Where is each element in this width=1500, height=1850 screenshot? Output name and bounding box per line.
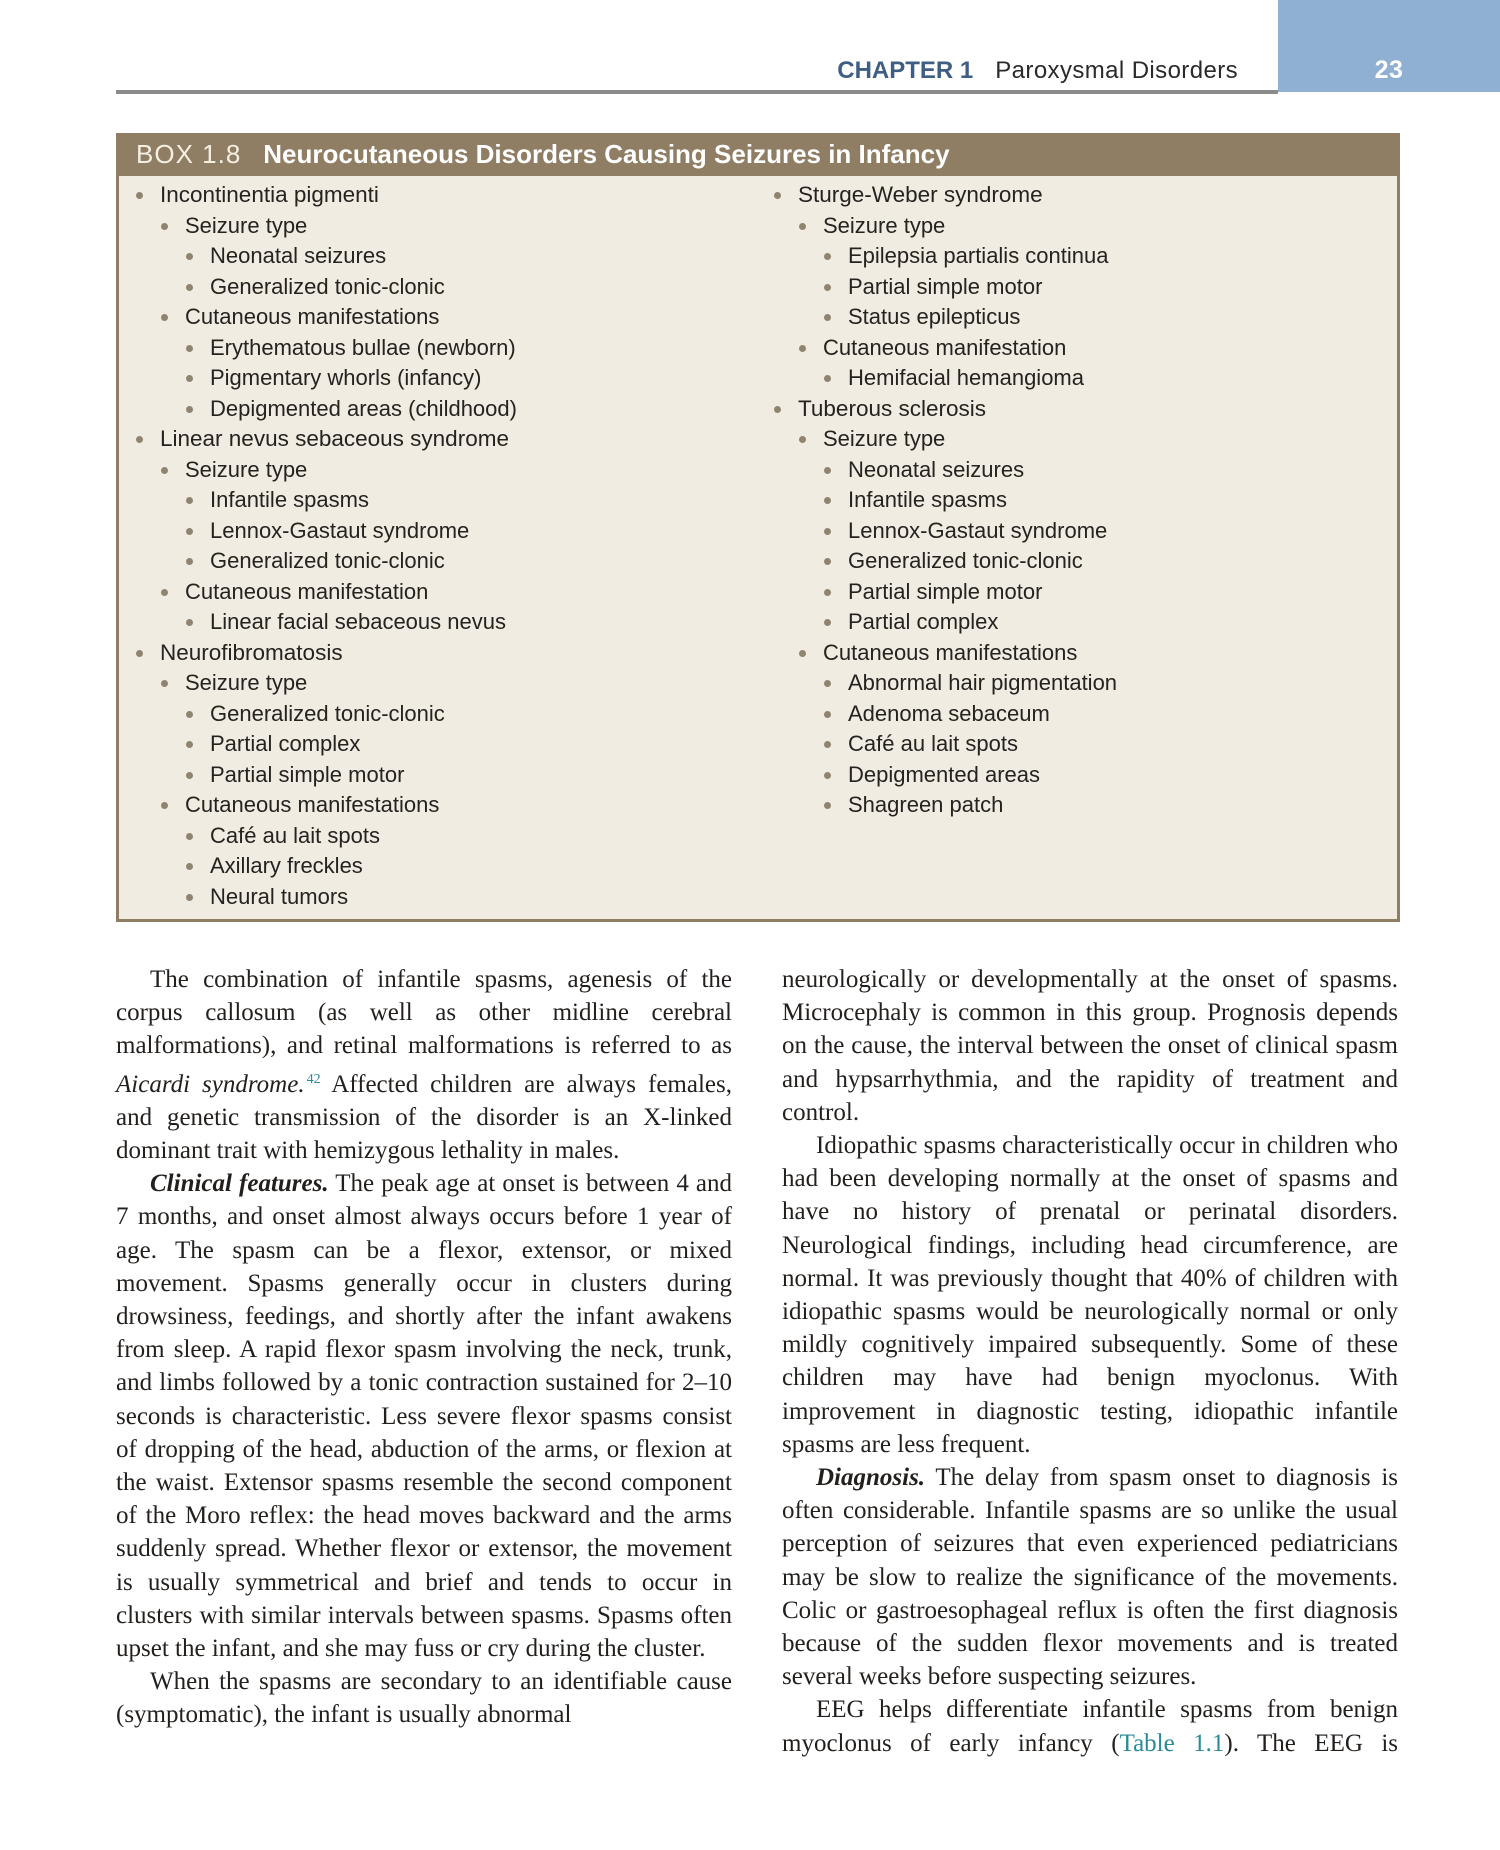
- text-run: EEG helps differentiate infantile spasms from benign myoclonus of early infancy (: [782, 1696, 1398, 1757]
- list-item: [130, 729, 750, 760]
- bullet-icon: [824, 558, 831, 565]
- bullet-icon: [136, 192, 143, 199]
- list-item: [768, 485, 1388, 516]
- list-item-text: Seizure type: [823, 212, 946, 238]
- bullet-icon: [824, 802, 831, 809]
- bullet-icon: [799, 436, 806, 443]
- list-item-text: Generalized tonic-clonic: [848, 548, 1083, 573]
- bullet-icon: [186, 894, 193, 901]
- bullet-icon: [824, 314, 831, 321]
- list-item: [130, 699, 750, 730]
- list-item-text: Cutaneous manifestations: [185, 304, 440, 329]
- text-run: Affected children are always females, and genetic transmission of the disorder is an X-linked dominant trait with hemizygous lethality in males.: [116, 1070, 732, 1165]
- bullet-icon: [186, 253, 193, 260]
- box-title: Neurocutaneous Disorders Causing Seizures in Infancy: [263, 139, 950, 169]
- bullet-icon: [186, 772, 193, 779]
- list-item: [768, 455, 1388, 486]
- list-item: [130, 882, 750, 913]
- bullet-icon: [161, 802, 168, 809]
- list-item-text: Partial complex: [210, 731, 361, 756]
- bullet-icon: [186, 863, 193, 870]
- list-item: [768, 363, 1388, 394]
- bullet-icon: [824, 284, 831, 291]
- body-column-left: [116, 963, 732, 1732]
- paragraph: [782, 963, 1398, 1129]
- bullet-icon: [161, 680, 168, 687]
- list-item: [768, 180, 1388, 211]
- list-item: [130, 180, 750, 211]
- text-run: The peak age at onset is between 4 and 7 months, and onset almost always occurs before 1 year of age. The spasm can be a flexor, extensor, or mixed movement. Spasms generally occur in clusters during drowsiness, feedings, and shortly after the infant awakens from sleep. A rapid flexor spasm involving the neck, trunk, and limbs followed by a tonic contraction sustained for 2–10 seconds is characteristic. Less severe flexor spasms consist of dropping of the head, abduction of the arms, or flexion at the waist. Extensor spasms resemble the second component of the Moro reflex: the head moves backward and the arms suddenly spread. Whether flexor or extensor, the movement is usually symmetrical and brief and tends to occur in clusters with similar intervals between spasms. Spasms often upset the infant, and she may fuss or cry during the cluster.: [116, 1170, 732, 1663]
- bullet-icon: [799, 223, 806, 230]
- bullet-icon: [824, 375, 831, 382]
- list-item: [130, 760, 750, 791]
- list-item: [768, 638, 1388, 669]
- list-item: [130, 394, 750, 425]
- bullet-icon: [824, 467, 831, 474]
- runin-heading: Clinical features.: [150, 1170, 329, 1198]
- bullet-icon: [824, 619, 831, 626]
- bullet-icon: [186, 558, 193, 565]
- bullet-icon: [186, 497, 193, 504]
- runin-heading: Diagnosis.: [816, 1464, 926, 1492]
- box-header: [116, 133, 1400, 176]
- list-item-text: Infantile spasms: [848, 487, 1007, 512]
- term-aicardi-syndrome: Aicardi syndrome.: [116, 1070, 305, 1098]
- list-item: [768, 394, 1388, 425]
- text-run: When the spasms are secondary to an identifiable cause (symptomatic), the infant is usually abnormal: [116, 1668, 732, 1729]
- list-item-text: Cutaneous manifestation: [823, 334, 1067, 360]
- list-item-text: Seizure type: [185, 670, 308, 695]
- list-item: [130, 455, 750, 486]
- list-item-text: Café au lait spots: [210, 822, 380, 848]
- list-item-text: Seizure type: [185, 456, 308, 482]
- list-item: [768, 699, 1388, 730]
- list-item-text: Seizure type: [185, 212, 308, 238]
- bullet-icon: [161, 467, 168, 474]
- list-item-text: Cutaneous manifestation: [185, 578, 429, 604]
- paragraph: [116, 963, 732, 1167]
- list-item: [768, 760, 1388, 791]
- bullet-icon: [824, 711, 831, 718]
- bullet-icon: [799, 345, 806, 352]
- box-left-column: [130, 180, 750, 912]
- bullet-icon: [136, 436, 143, 443]
- bullet-icon: [799, 650, 806, 657]
- page-number: 23: [1374, 56, 1404, 84]
- list-item-text: Shagreen patch: [848, 792, 1004, 817]
- list-item-text: Incontinentia pigmenti: [160, 182, 379, 207]
- table-reference-link[interactable]: Table 1.1: [1119, 1729, 1225, 1757]
- list-item-text: Neonatal seizures: [848, 456, 1025, 482]
- list-item-text: Neurofibromatosis: [160, 639, 343, 665]
- bullet-icon: [824, 497, 831, 504]
- list-item-text: Tuberous sclerosis: [798, 395, 986, 421]
- list-item-text: Partial simple motor: [210, 761, 405, 787]
- list-item-text: Partial simple motor: [848, 273, 1043, 299]
- list-item: [130, 333, 750, 364]
- list-item: [768, 516, 1388, 547]
- bullet-icon: [186, 406, 193, 413]
- list-item-text: Seizure type: [823, 426, 946, 451]
- bullet-icon: [186, 741, 193, 748]
- bullet-icon: [824, 589, 831, 596]
- list-item-text: Neural tumors: [210, 883, 349, 909]
- list-item-text: Axillary freckles: [210, 853, 363, 878]
- list-item: [130, 211, 750, 242]
- bullet-icon: [824, 253, 831, 260]
- list-item: [768, 424, 1388, 455]
- list-item: [768, 577, 1388, 608]
- list-item: [130, 790, 750, 821]
- chapter-title: Paroxysmal Disorders: [995, 57, 1238, 84]
- header-rule: [116, 90, 1278, 94]
- list-item: [130, 363, 750, 394]
- list-item: [130, 516, 750, 547]
- list-item-text: Hemifacial hemangioma: [848, 365, 1084, 390]
- list-item: [130, 424, 750, 455]
- box-right-column: [768, 180, 1388, 821]
- list-item: [130, 607, 750, 638]
- list-item: [768, 790, 1388, 821]
- list-item-text: Partial complex: [848, 609, 999, 634]
- paragraph: [782, 1693, 1398, 1759]
- list-item: [130, 485, 750, 516]
- list-item: [768, 333, 1388, 364]
- chapter-label: CHAPTER 1: [837, 57, 974, 84]
- list-item-text: Pigmentary whorls (infancy): [210, 365, 482, 390]
- list-item-text: Status epilepticus: [848, 304, 1021, 329]
- list-item-text: Cutaneous manifestations: [823, 639, 1078, 665]
- list-item-text: Adenoma sebaceum: [848, 700, 1050, 726]
- list-item: [768, 272, 1388, 303]
- bullet-icon: [186, 619, 193, 626]
- bullet-icon: [161, 314, 168, 321]
- bullet-icon: [774, 406, 781, 413]
- list-item-text: Lennox-Gastaut syndrome: [210, 517, 470, 543]
- list-item-text: Generalized tonic-clonic: [210, 548, 445, 573]
- list-item: [130, 668, 750, 699]
- body-column-right: [782, 963, 1398, 1760]
- list-item: [130, 638, 750, 669]
- list-item: [768, 668, 1388, 699]
- bullet-icon: [186, 833, 193, 840]
- list-item-text: Abnormal hair pigmentation: [848, 670, 1118, 695]
- paragraph: [782, 1129, 1398, 1461]
- list-item-text: Erythematous bullae (newborn): [210, 334, 516, 360]
- list-item-text: Sturge-Weber syndrome: [798, 182, 1043, 207]
- running-head: [837, 57, 1238, 85]
- bullet-icon: [186, 711, 193, 718]
- text-run: Idiopathic spasms characteristically occur in children who had been developing normally at the onset of spasms and have no history of prenatal or perinatal disorders. Neurological findings, including head circumference, are normal. It was previously thought that 40% of children with idiopathic spasms would be neurologically normal or only mildly cognitively impaired subsequently. Some of these children may have had benign myoclonus. With improvement in diagnostic testing, idiopathic infantile spasms are less frequent.: [782, 1132, 1398, 1458]
- bullet-icon: [824, 772, 831, 779]
- list-item: [130, 851, 750, 882]
- list-item: [768, 211, 1388, 242]
- list-item-text: Infantile spasms: [210, 487, 369, 512]
- list-item: [768, 241, 1388, 272]
- bullet-icon: [186, 284, 193, 291]
- list-item-text: Lennox-Gastaut syndrome: [848, 517, 1108, 543]
- bullet-icon: [161, 223, 168, 230]
- bullet-icon: [824, 680, 831, 687]
- list-item-text: Generalized tonic-clonic: [210, 273, 445, 299]
- text-run: ). The EEG is: [1224, 1729, 1399, 1757]
- list-item: [130, 302, 750, 333]
- list-item: [130, 272, 750, 303]
- paragraph: [116, 1167, 732, 1665]
- bullet-icon: [136, 650, 143, 657]
- text-run: The delay from spasm onset to diagnosis is often considerable. Infantile spasms are so unlike the usual perception of seizures that even experienced pediatricians may be slow to realize the significance of the movements. Colic or gastroesophageal reflux is often the first diagnosis because of the sudden flexor movements and is treated several weeks before suspecting seizures.: [782, 1464, 1398, 1691]
- list-item: [768, 607, 1388, 638]
- list-item: [130, 241, 750, 272]
- list-item-text: Café au lait spots: [848, 731, 1018, 756]
- list-item: [768, 729, 1388, 760]
- list-item-text: Neonatal seizures: [210, 243, 387, 268]
- bullet-icon: [186, 528, 193, 535]
- list-item-text: Linear facial sebaceous nevus: [210, 609, 506, 634]
- bullet-icon: [186, 375, 193, 382]
- list-item-text: Epilepsia partialis continua: [848, 243, 1109, 268]
- list-item-text: Cutaneous manifestations: [185, 792, 440, 817]
- reference-link[interactable]: 42: [306, 1071, 321, 1087]
- list-item: [130, 546, 750, 577]
- bullet-icon: [824, 528, 831, 535]
- list-item: [768, 546, 1388, 577]
- list-item-text: Depigmented areas: [848, 761, 1041, 787]
- text-run: The combination of infantile spasms, agenesis of the corpus callosum (as well as other midline cerebral malformations), and retinal malformations is referred to as: [116, 966, 732, 1060]
- list-item: [130, 577, 750, 608]
- paragraph: [116, 1665, 732, 1731]
- list-item-text: Partial simple motor: [848, 578, 1043, 604]
- list-item: [768, 302, 1388, 333]
- list-item-text: Generalized tonic-clonic: [210, 700, 445, 726]
- bullet-icon: [774, 192, 781, 199]
- list-item-text: Linear nevus sebaceous syndrome: [160, 426, 509, 451]
- bullet-icon: [161, 589, 168, 596]
- text-run: neurologically or developmentally at the onset of spasms. Microcephaly is common in this group. Prognosis depends on the cause, the interval between the onset of clinical spasm and hypsarrhythmia, and the rapidity of treatment and control.: [782, 966, 1398, 1126]
- box-label: BOX 1.8: [136, 139, 242, 169]
- bullet-icon: [186, 345, 193, 352]
- bullet-icon: [824, 741, 831, 748]
- paragraph: [782, 1461, 1398, 1693]
- list-item-text: Depigmented areas (childhood): [210, 395, 517, 421]
- list-item: [130, 821, 750, 852]
